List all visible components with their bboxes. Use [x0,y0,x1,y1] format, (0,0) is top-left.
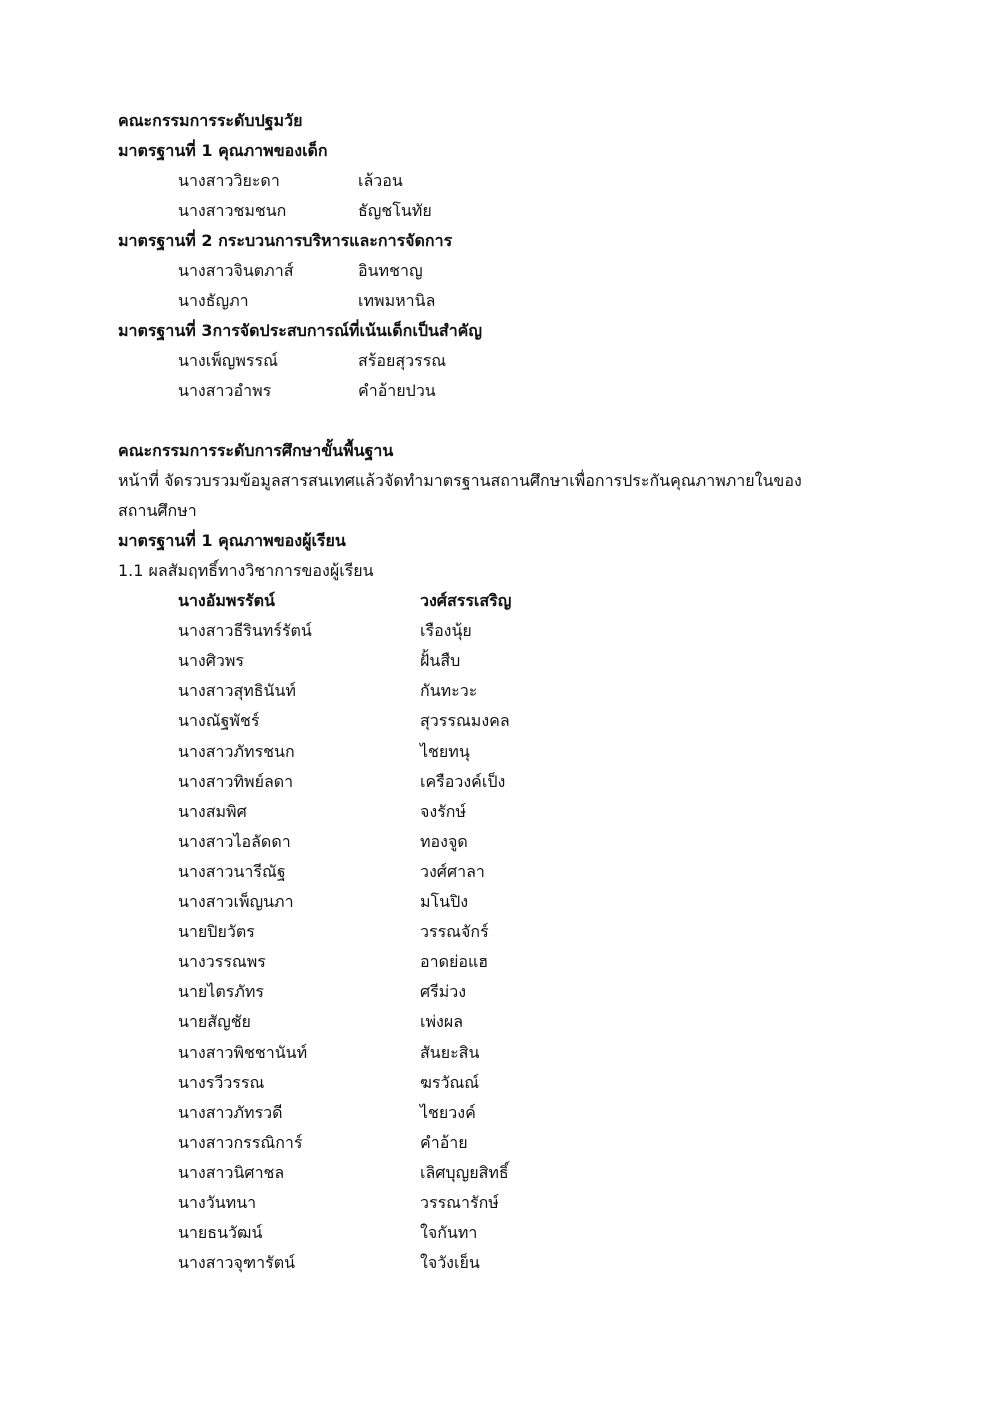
section2-sub-heading: 1.1 ผลสัมฤทธิ์ทางวิชาการของผู้เรียน [118,561,374,580]
member-row [0,346,992,376]
member-first-name: นางสาวนิศาชล [178,1163,285,1182]
member-last-name: เครือวงค์เป็ง [420,772,506,791]
member-row [0,977,992,1007]
member-row [0,1158,992,1188]
member-last-name: ไชยทนุ [420,742,470,761]
member-last-name: คำอ้ายปวน [358,381,436,400]
member-row [0,286,992,316]
member-row [0,947,992,977]
member-last-name: เล้วอน [358,171,403,190]
member-last-name: วรรณารักษ์ [420,1193,499,1212]
member-first-name: นางศิวพร [178,651,245,670]
member-last-name: สร้อยสุวรรณ [358,351,447,370]
section1-title: คณะกรรมการระดับปฐมวัย [118,111,303,130]
member-first-name: นางสาวจินตภาส์ [178,261,294,280]
member-last-name: ธัญชโนทัย [358,201,432,220]
member-row [0,827,992,857]
member-last-name: สุวรรณมงคล [420,711,510,730]
member-last-name: วงศ์ศาลา [420,862,485,881]
section2-standard-heading: มาตรฐานที่ 1 คุณภาพของผู้เรียน [118,531,346,550]
member-row [0,1188,992,1218]
member-last-name: อินทชาญ [358,261,423,280]
member-row [0,676,992,706]
member-first-name: นางสมพิศ [178,802,247,821]
member-last-name: เรืองนุ้ย [420,621,472,640]
member-first-name: นางสาวพิชชานันท์ [178,1043,308,1062]
member-last-name: จงรักษ์ [420,802,467,821]
member-row [0,1068,992,1098]
member-last-name: เทพมหานิล [358,291,436,310]
member-first-name: นางธัญภา [178,291,249,310]
member-row [0,196,992,226]
member-row [0,857,992,887]
duty-line-1: หน้าที่ จัดรวบรวมข้อมูลสารสนเทศแล้วจัดทำมาตรฐานสถานศึกษาเพื่อการประกันคุณภาพภายในของ [118,471,802,490]
member-last-name: เพ่งผล [420,1012,464,1031]
section2-title: คณะกรรมการระดับการศึกษาขั้นพื้นฐาน [118,441,394,460]
section1-standard2-heading: มาตรฐานที่ 2 กระบวนการบริหารและการจัดการ [118,231,453,250]
member-first-name: นายสัญชัย [178,1012,251,1031]
member-first-name: นางสาวทิพย์ลดา [178,772,294,791]
member-last-name: ทองจูด [420,832,468,851]
member-last-name: กันทะวะ [420,681,478,700]
member-first-name: นางสาวนารีณัฐ [178,862,286,881]
member-row [0,616,992,646]
member-first-name: นางสาววิยะดา [178,171,280,190]
member-first-name: นางสาวชมชนก [178,201,287,220]
member-last-name: วรรณจักร์ [420,922,489,941]
member-row [0,797,992,827]
member-row [0,1098,992,1128]
member-first-name: นางสาวจุฑารัตน์ [178,1253,296,1272]
member-row [0,917,992,947]
member-row [0,706,992,736]
member-first-name: นางสาวไอลัดดา [178,832,291,851]
member-row [0,586,992,616]
member-first-name: นายปิยวัตร [178,922,255,941]
member-last-name: ใจกันทา [420,1223,478,1242]
member-first-name: นางรวีวรรณ [178,1073,265,1092]
member-last-name: ฝั้นสืบ [420,651,461,670]
member-last-name: ศรีม่วง [420,982,467,1001]
member-first-name: นางสาวธีรินทร์รัตน์ [178,621,312,640]
section1-standard1-heading: มาตรฐานที่ 1 คุณภาพของเด็ก [118,141,328,160]
member-row [0,1128,992,1158]
member-row [0,1038,992,1068]
member-last-name: เลิศบุญยสิทธิ์ [420,1163,509,1182]
member-row [0,1248,992,1278]
member-first-name: นางสาวภัทรชนก [178,742,295,761]
member-first-name: นางเพ็ญพรรณ์ [178,351,278,370]
member-row [0,767,992,797]
member-row [0,376,992,406]
section1-standard3-heading: มาตรฐานที่ 3การจัดประสบการณ์ที่เน้นเด็กเป็นสำคัญ [118,321,483,340]
member-first-name: นางสาวกรรณิการ์ [178,1133,303,1152]
member-row [0,737,992,767]
member-first-name: นางสาวอำพร [178,381,272,400]
member-first-name: นางวรรณพร [178,952,266,971]
member-first-name: นายไตรภัทร [178,982,265,1001]
member-last-name: อาดย่อแฮ [420,952,489,971]
member-first-name: นางอัมพรรัตน์ [178,591,275,610]
member-row [0,166,992,196]
member-first-name: นางสาวสุทธินันท์ [178,681,296,700]
member-last-name: มโนปิง [420,892,469,911]
member-first-name: นางสาวภัทรวดี [178,1103,283,1122]
member-row [0,646,992,676]
member-last-name: ฆรวัณณ์ [420,1073,480,1092]
member-row [0,256,992,286]
member-first-name: นางวันทนา [178,1193,257,1212]
member-last-name: ไชยวงค์ [420,1103,476,1122]
member-first-name: นางสาวเพ็ญนภา [178,892,294,911]
member-last-name: คำอ้าย [420,1133,468,1152]
member-row [0,1007,992,1037]
member-row [0,1218,992,1248]
member-last-name: วงศ์สรรเสริญ [420,591,512,610]
member-first-name: นายธนวัฒน์ [178,1223,263,1242]
member-first-name: นางณัฐพัชร์ [178,711,260,730]
member-last-name: ใจวังเย็น [420,1253,480,1272]
member-last-name: สันยะสิน [420,1043,480,1062]
member-row [0,887,992,917]
duty-line-2: สถานศึกษา [118,501,197,520]
